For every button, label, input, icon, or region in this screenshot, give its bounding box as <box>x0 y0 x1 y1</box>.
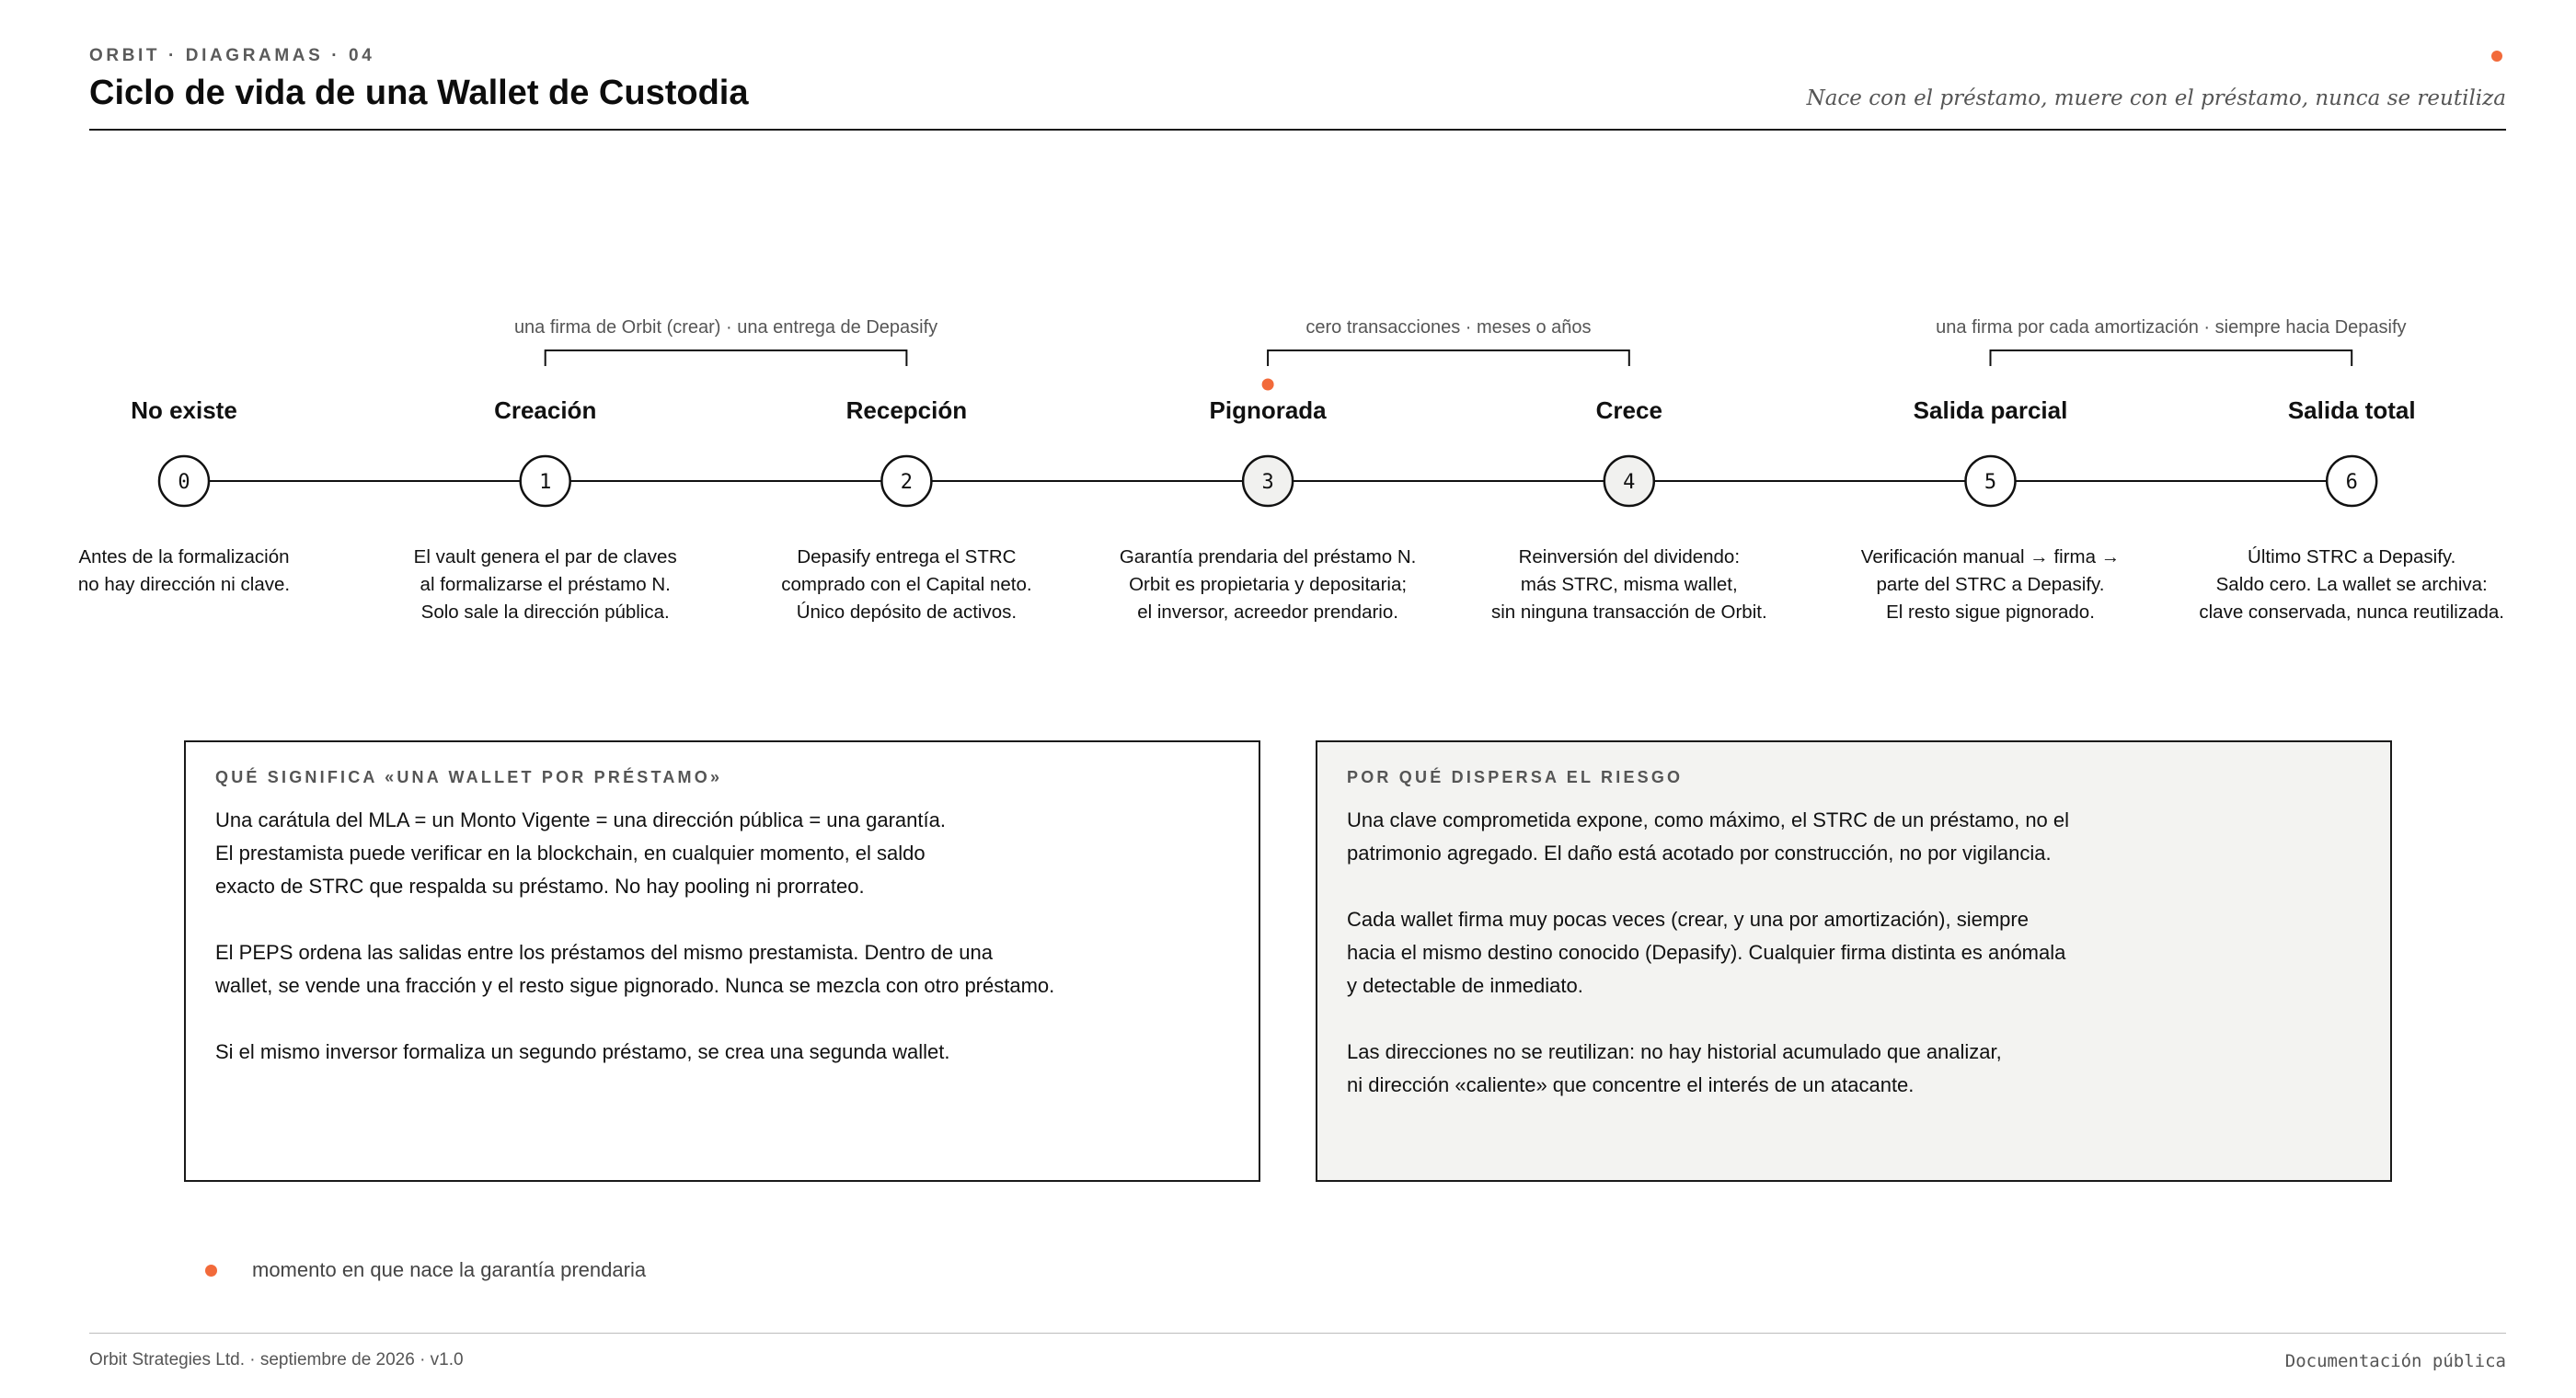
card-paragraph: El PEPS ordena las salidas entre los préstamos del mismo prestamista. Dentro de una wallet, se vende una fracción y el resto sigue pignorado. Nunca se mezcla con otro préstamo. <box>215 941 1055 997</box>
footer-doc-label: Documentación pública <box>2284 1351 2506 1371</box>
bracket-label: una firma por cada amortización · siempre hacia Depasify <box>1936 317 2407 338</box>
orange-dot-icon <box>205 1265 217 1277</box>
bracket-line <box>546 350 907 366</box>
stage-label: Pignorada <box>1209 396 1327 424</box>
card-paragraph: Una carátula del MLA = un Monto Vigente = una dirección pública = una garantía. El prestamista puede verificar en la blockchain, en cualquier momento, el saldo exacto de STRC que respalda su préstamo. No hay pooling ni prorrateo. <box>215 808 946 898</box>
card-risk-dispersion <box>1316 740 2392 1182</box>
stage-label: Crece <box>1595 396 1662 424</box>
stage-description-line: Saldo cero. La wallet se archiva: <box>2215 574 2488 595</box>
stage-description-line: Antes de la formalización <box>78 546 290 567</box>
stage-description-line: más STRC, misma wallet, <box>1520 574 1738 595</box>
stage-number: 1 <box>539 471 552 494</box>
card-paragraph: Las direcciones no se reutilizan: no hay historial acumulado que analizar, ni dirección «caliente» que concentre el interés de un atacante. <box>1347 1040 2002 1096</box>
stage-description-line: Depasify entrega el STRC <box>797 546 1017 567</box>
footer-divider <box>89 1333 2506 1334</box>
stage-description-line: no hay dirección ni clave. <box>77 574 291 595</box>
stage-label: Creación <box>494 396 597 424</box>
bracket-line <box>1991 350 2352 366</box>
stage-description-line: el inversor, acreedor prendario. <box>1137 602 1398 623</box>
bracket-line <box>1268 350 1629 366</box>
stage-label: Recepción <box>845 396 968 424</box>
page-subtitle: Nace con el préstamo, muere con el préstamo, nunca se reutiliza <box>1806 86 2506 110</box>
pledge-marker-icon <box>1262 379 1274 391</box>
stage-description-line: Solo sale la dirección pública. <box>420 602 670 623</box>
stage-label: No existe <box>131 396 237 424</box>
stage-description-line: al formalizarse el préstamo N. <box>420 574 671 595</box>
stage-label: Salida parcial <box>1913 396 2068 424</box>
stage-description-line: Último STRC a Depasify. <box>2248 546 2456 567</box>
stage-description-line: El vault genera el par de claves <box>413 546 677 567</box>
stage-description-line: Garantía prendaria del préstamo N. <box>1119 546 1417 567</box>
card-paragraph: Si el mismo inversor formaliza un segundo préstamo, se crea una segunda wallet. <box>215 1040 950 1063</box>
legend-text: momento en que nace la garantía prendaria <box>252 1258 647 1281</box>
kicker: ORBIT · DIAGRAMAS · 04 <box>89 46 375 65</box>
bracket-label: una firma de Orbit (crear) · una entrega de Depasify <box>513 317 938 338</box>
stage-description-line: Único depósito de activos. <box>796 602 1018 623</box>
card-one-wallet-per-loan <box>184 740 1260 1182</box>
stage-label: Salida total <box>2287 396 2416 424</box>
lifecycle-diagram <box>0 0 2576 662</box>
stage-description-line: Reinversión del dividendo: <box>1518 546 1741 567</box>
stage-description-line: sin ninguna transacción de Orbit. <box>1490 602 1767 623</box>
card-paragraph: Una clave comprometida expone, como máximo, el STRC de un préstamo, no el patrimonio agregado. El daño está acotado por construcción, no por vigilancia. <box>1347 808 2070 865</box>
stage-number: 5 <box>1984 471 1997 494</box>
card-paragraph: Cada wallet firma muy pocas veces (crear, y una por amortización), siempre hacia el mismo destino conocido (Depasify). Cualquier firma distinta es anómala y detectable de inmediato. <box>1347 908 2066 997</box>
stage-number: 4 <box>1623 471 1636 494</box>
card-heading: POR QUÉ DISPERSA EL RIESGO <box>1347 768 1684 786</box>
stage-number: 2 <box>900 471 914 494</box>
stage-description-line: Verificación manual → firma → <box>1860 546 2121 567</box>
stage-number: 3 <box>1261 471 1274 494</box>
stage-number: 0 <box>178 471 190 494</box>
bracket-label: cero transacciones · meses o años <box>1305 317 1592 338</box>
stage-description-line: parte del STRC a Depasify. <box>1876 574 2105 595</box>
page-title: Ciclo de vida de una Wallet de Custodia <box>89 74 749 112</box>
stage-number: 6 <box>2345 471 2358 494</box>
stage-description-line: El resto sigue pignorado. <box>1886 602 2095 623</box>
stage-description-line: clave conservada, nunca reutilizada. <box>2199 602 2505 623</box>
card-heading: QUÉ SIGNIFICA «UNA WALLET POR PRÉSTAMO» <box>215 768 723 786</box>
stage-description-line: Orbit es propietaria y depositaria; <box>1129 574 1408 595</box>
stage-description-line: comprado con el Capital neto. <box>781 574 1032 595</box>
footer-credits: Orbit Strategies Ltd. · septiembre de 2026 · v1.0 <box>89 1350 464 1369</box>
